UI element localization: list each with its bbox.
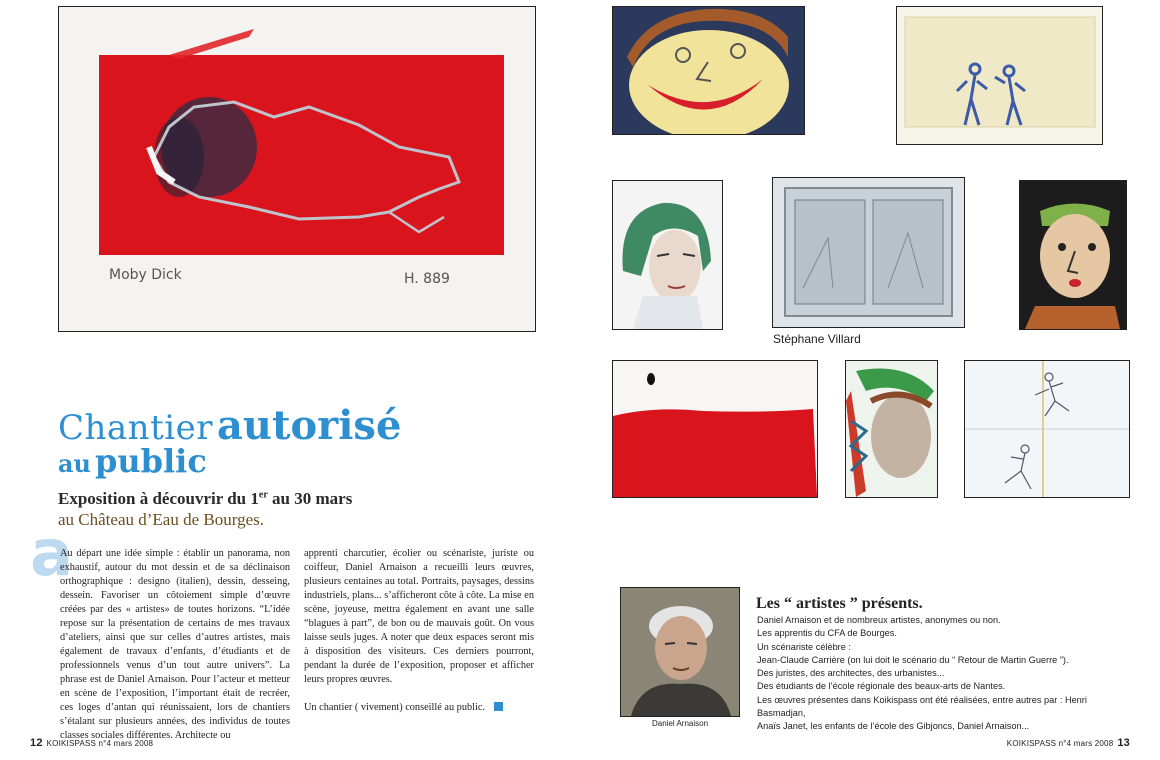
moby-dick-signature-left: Moby Dick xyxy=(109,267,182,283)
article-title-line2 xyxy=(58,442,358,480)
article-column-2-end xyxy=(304,701,534,715)
artwork-pencil-figures xyxy=(964,360,1130,498)
artists-line: Daniel Arnaison et de nombreux artistes, anonymes ou non. xyxy=(757,615,1001,625)
article-subtitle-line2: au Château d’Eau de Bourges. xyxy=(58,510,264,529)
artwork-stephane-villard xyxy=(772,177,965,328)
folio-right xyxy=(1007,737,1130,749)
page-number-right: 13 xyxy=(1117,737,1130,749)
title-word-autorise: autorisé xyxy=(217,402,402,449)
artists-line: Des juristes, des architectes, des urbanistes... xyxy=(757,668,945,679)
title-word-chantier: Chantier xyxy=(58,408,213,448)
folio-right-text: KOIKISPASS n°4 mars 2008 xyxy=(1006,739,1114,748)
article-column-2-text: apprenti charcutier, écolier ou scénariste, juriste ou coiffeur, Daniel Arnaison a recueilli leurs œuvres, plusieurs centaines au total. Portraits, paysages, dessins industriels, plans... s’afficheront côte à côte. La mise en scène, joyeuse, mettra également en avant une salle “blagues à part”, de bon ou de mauvais goût. On vous laisse seuls juges. A noter que deux espaces seront mis à disposition des visiteurs. Ces derniers pourront, pendant la durée de l’exposition, proposer et afficher leurs propres œuvres. xyxy=(304,548,534,685)
photo-daniel-arnaison xyxy=(620,587,740,717)
moby-dick-signature-right: H. 889 xyxy=(404,271,450,287)
subtitle-pre: Exposition à découvrir du 1 xyxy=(58,489,259,508)
artists-line: Les apprentis du CFA de Bourges. xyxy=(757,628,897,639)
page-number-left: 12 xyxy=(30,737,43,749)
artwork-smiling-face xyxy=(612,6,805,135)
title-word-au: au xyxy=(58,449,91,478)
subtitle-post: au 30 mars xyxy=(267,489,353,508)
subtitle-sup: er xyxy=(258,489,268,501)
artists-line: Jean-Claude Carrière (on lui doit le scénario du “ Retour de Martin Guerre ”). xyxy=(757,654,1069,665)
article-column-1: Au départ une idée simple : établir un panorama, non exhaustif, autour du mot dessin et de sa déclinaison orthographique : designo (italien), dessin, desseing, dessein. Favoriser un côtoiement simple d’œuvre créées par des « artistes» de toutes horizons. “L’idée repose sur la présentation de certains de mes travaux d’ateliers, ainsi que sur celles d’autres artistes, mais également de travaux d’enfants, d’étudiants et de professionnels venus d’un tout autre univers”. La phrase est de Daniel Arnaison. Pour l’acteur et metteur en scène de l’exposition, l’important était de recréer, ces loges d’antan qui réunissaient, lors de chantiers s’étalant sur plusieurs années, des individus de toutes classes sociales différentes. Architecte ou xyxy=(60,548,290,741)
moby-dick-drawing xyxy=(59,7,535,331)
moby-dick-artwork xyxy=(58,6,536,332)
artists-line: Des étudiants de l’école régionale des beaux-arts de Nantes. xyxy=(757,681,1006,692)
artists-line: Anaïs Janet, les enfants de l’école des Gibjoncs, Daniel Arnaison... xyxy=(757,721,1030,732)
artists-heading: Les “ artistes ” présents. xyxy=(756,595,923,612)
stephane-villard-caption: Stéphane Villard xyxy=(773,332,861,346)
artwork-green-haired-woman xyxy=(612,180,723,330)
artwork-red-abstract xyxy=(612,360,818,498)
artwork-child-portrait xyxy=(1019,180,1127,330)
artists-line: Les œuvres présentes dans Koikispass ont été réalisées, entre autres par : Henri Basmadjan, xyxy=(757,694,1087,719)
article-column-2 xyxy=(304,547,534,715)
drop-cap: a xyxy=(30,517,74,591)
folio-left-text: KOIKISPASS n°4 mars 2008 xyxy=(46,739,154,748)
article-subtitle xyxy=(58,489,518,509)
artwork-two-figures xyxy=(896,6,1103,145)
artists-line: Un scénariste célèbre : xyxy=(757,641,851,652)
article-end-text: Un chantier ( vivement) conseillé au public. xyxy=(304,702,485,713)
photo-caption: Daniel Arnaison xyxy=(652,719,709,728)
folio-left xyxy=(30,737,153,749)
end-square-icon xyxy=(494,702,503,711)
title-word-public: public xyxy=(95,442,207,480)
artwork-native-headdress xyxy=(845,360,938,498)
artists-list xyxy=(757,614,1137,734)
